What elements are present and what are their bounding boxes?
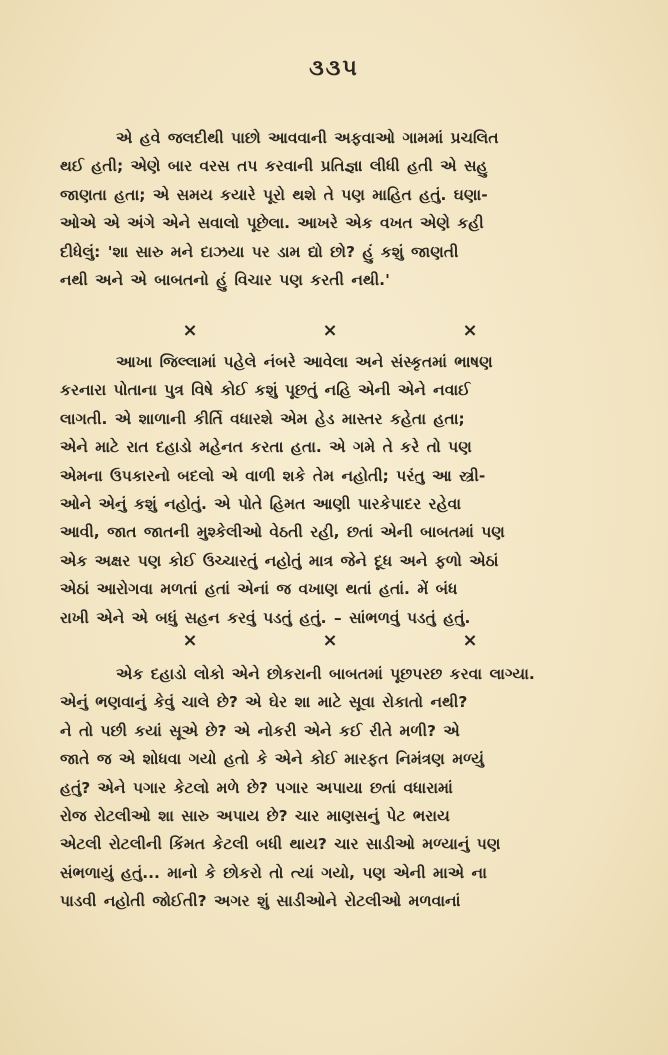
separator-mark: × xyxy=(182,630,198,651)
paragraph-2 xyxy=(60,348,620,632)
text-line: એક અક્ષર પણ કોઈ ઉચ્ચારતું નહોતું માત્ર જેને દૂધ અને ફળો એઠાં xyxy=(60,551,499,570)
text-line: એમના ઉપકારનો બદલો એ વાળી શકે તેમ નહોતી; પરંતુ આ સ્ત્રી- xyxy=(60,466,486,485)
text-line: લાગતી. એ શાળાની કીર્તિ વધારશે એમ હેડ માસ્તર કહેતા હતા; xyxy=(60,409,465,428)
text-line: એને માટે રાત દહાડો મહેનત કરતા હતા. એ ગમે તે કરે તો પણ xyxy=(60,438,472,457)
text-line: ઓને એનું કશું નહોતું. એ પોતે હિમત આણી પારકેપાદર રહેવા xyxy=(60,495,462,514)
separator-mark: × xyxy=(462,320,478,341)
text-line: હતું? એને પગાર કેટલો મળે છે? પગાર અપાયા છતાં વધારામાં xyxy=(60,778,453,797)
separator-mark: × xyxy=(322,630,338,651)
text-line: જાતે જ એ શોધવા ગયો હતો કે એને કોઈ મારફત નિમંત્રણ મળ્યું xyxy=(60,750,484,769)
text-line: એઠાં આરોગવા મળતાં હતાં એનાં જ વખાણ થતાં હતાં. મેં બંધ xyxy=(60,580,458,599)
text-line: એટલી રોટલીની કિંમત કેટલી બધી થાય? ચાર સાડીઓ મળ્યાનું પણ xyxy=(60,835,501,854)
text-line: જાણતા હતા; એ સમય કયારે પૂરો થશે તે પણ માહિત હતું. ઘણા- xyxy=(60,185,488,204)
text-line: દીધેલું: 'શા સારુ મને દાઝયા પર ડામ દ્યો છો? હું કશું જાણતી xyxy=(60,242,459,261)
text-line: આવી, જાત જાતની મુશ્કેલીઓ વેઠતી રહી, છતાં એની બાબતમાં પણ xyxy=(60,523,505,542)
text-line: એક દહાડો લોકો એને છોકરાની બાબતમાં પૂછપરછ કરવા લાગ્યા. xyxy=(116,665,535,683)
text-line: આખા જિલ્લામાં પહેલે નંબરે આવેલા અને સંસ્કૃતમાં ભાષણ xyxy=(116,353,493,371)
text-line: રોજ રોટલીઓ શા સારુ અપાય છે? ચાર માણસનું પેટ ભરાય xyxy=(60,807,450,826)
paragraph-1 xyxy=(60,124,620,294)
text-line: નથી અને એ બાબતનો હું વિચાર પણ કરતી નથી.' xyxy=(60,271,390,290)
text-line: રાખી એને એ બધું સહન કરવું પડતું હતું. – સાંભળવું પડતું હતું. xyxy=(60,608,471,627)
page-number: ૩૩૫ xyxy=(309,56,359,81)
text-line: થઈ હતી; એણે બાર વરસ તપ કરવાની પ્રતિજ્ઞા લીધી હતી એ સહુ xyxy=(60,157,488,176)
text-line: પાડવી નહોતી જોઈતી? અગર શું સાડીઓને રોટલીઓ મળવાનાં xyxy=(60,892,461,911)
section-separator xyxy=(180,320,480,340)
separator-mark: × xyxy=(322,320,338,341)
text-line: એનું ભણવાનું કેવું ચાલે છે? એ ઘેર શા માટે સૂવા રોકાતો નથી? xyxy=(60,693,468,712)
text-line: ઓએ એ અંગે એને સવાલો પૂછેલા. આખરે એક વખત એણે કહી xyxy=(60,214,484,233)
text-line: એ હવે જલદીથી પાછો આવવાની અફવાઓ ગામમાં પ્રચલિત xyxy=(116,129,499,147)
text-line: સંભળાયું હતું... માનો કે છોકરો તો ત્યાં ગયો, પણ એની માએ ના xyxy=(60,863,487,882)
separator-mark: × xyxy=(182,320,198,341)
section-separator xyxy=(180,630,480,650)
paragraph-3 xyxy=(60,660,620,916)
text-line: કરનારા પોતાના પુત્ર વિષે કોઈ કશું પૂછતું નહિ એની એને નવાઈ xyxy=(60,381,471,400)
separator-mark: × xyxy=(462,630,478,651)
text-line: ને તો પછી કયાં સૂએ છે? એ નોકરી એને કઈ રીતે મળી? એ xyxy=(60,721,460,740)
